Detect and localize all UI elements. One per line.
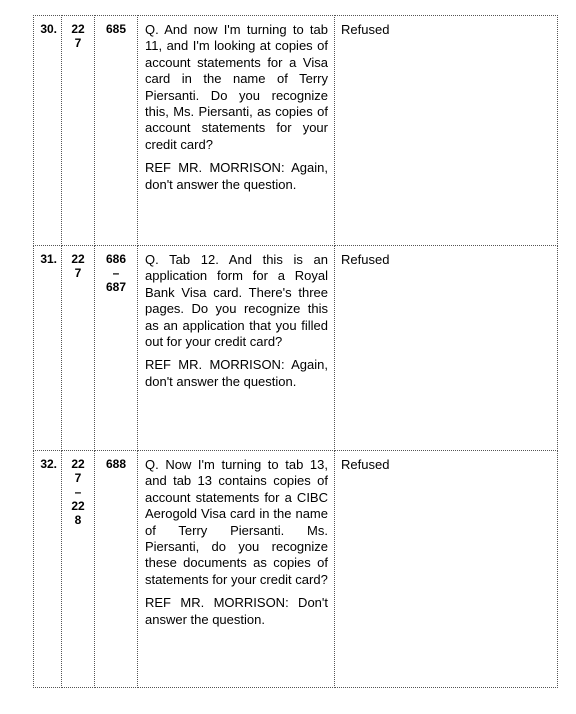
row-number: 31.	[34, 246, 62, 451]
transcript-table	[33, 15, 558, 688]
tab-reference: 227	[62, 16, 95, 246]
answer-text: REF MR. MORRISON: Again, don't answer the question.	[145, 160, 328, 192]
row-number: 32.	[34, 451, 62, 688]
row-number: 30.	[34, 16, 62, 246]
question-text: Q. Tab 12. And this is an application form for a Royal Bank Visa card. There's three pages. Do you recognize this as an application that you filled out for your credit card?	[145, 252, 328, 350]
question-text: Q. And now I'm turning to tab 11, and I'm looking at copies of account statements for a Visa card in the name of Terry Piersanti. Do you recognize this, Ms. Piersanti, as copies of account statements for your credit card?	[145, 22, 328, 152]
answer-text: REF MR. MORRISON: Again, don't answer the question.	[145, 357, 328, 389]
page-reference: 685	[95, 16, 138, 246]
question-text: Q. Now I'm turning to tab 13, and tab 13 contains copies of account statements for a CIBC Aerogold Visa card in the name of Terry Piersanti. Ms. Piersanti, do you recognize these documents as copies of statements for your credit card?	[145, 457, 328, 587]
question-answer-cell	[138, 451, 335, 688]
page-reference: 688	[95, 451, 138, 688]
question-answer-cell	[138, 16, 335, 246]
table-row	[34, 16, 558, 246]
tab-reference: 227	[62, 246, 95, 451]
answer-text: REF MR. MORRISON: Don't answer the question.	[145, 595, 328, 627]
page-reference: 686 – 687	[95, 246, 138, 451]
disposition: Refused	[335, 246, 558, 451]
tab-reference: 227 – 228	[62, 451, 95, 688]
question-answer-cell	[138, 246, 335, 451]
disposition: Refused	[335, 16, 558, 246]
table-row	[34, 451, 558, 688]
disposition: Refused	[335, 451, 558, 688]
table-row	[34, 246, 558, 451]
